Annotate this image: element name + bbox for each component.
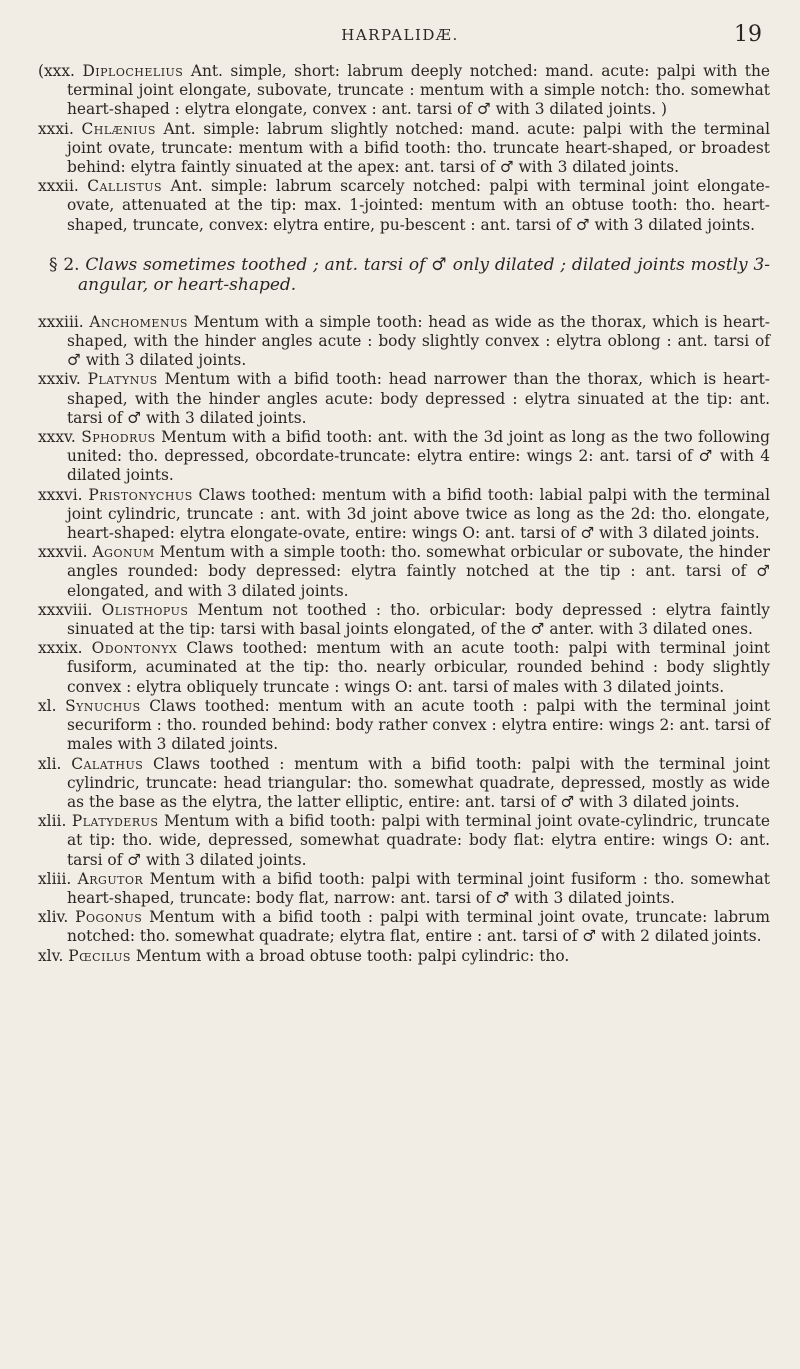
running-head: HARPALIDÆ. xyxy=(341,26,459,44)
entry-number: xlv. xyxy=(38,946,64,965)
genus-name: Platynus xyxy=(87,370,158,389)
genus-name: Diplochelius xyxy=(82,62,184,80)
entry-number: xxxv. xyxy=(38,428,76,447)
entry-number: xxxii. xyxy=(38,177,79,196)
genus-description: Mentum with a simple tooth: head as wide as the thorax, which is heart-shaped, with the hinder angles acute : body slightly convex : elytra oblong : ant. tarsi of ♂ with 3 dilated joints. xyxy=(67,312,770,370)
genus-description: Mentum not toothed : tho. orbicular: body depressed : elytra faintly sinuated at the tip: tarsi with basal joints elongated, of the ♂ anter. with 3 dilated ones. xyxy=(67,600,770,639)
entry-number: xxxix. xyxy=(38,639,83,658)
genus-entry xyxy=(38,697,770,755)
genus-name: Calathus xyxy=(71,754,144,773)
genus-description: Mentum with a bifid tooth: head narrower than the thorax, which is heart-shaped, with the hinder angles acute: body depressed : elytra sinuated at the tip: ant. tarsi of ♂ with 3 dilated joints. xyxy=(67,370,770,427)
page-number: 19 xyxy=(734,22,762,47)
body-text xyxy=(38,62,770,966)
genus-description: Mentum with a bifid tooth: palpi with terminal joint fusiform : tho. somewhat heart-shaped, truncate: body flat, narrow: ant. tarsi of ♂ with 3 dilated joints. xyxy=(67,869,770,907)
genus-description: Claws toothed : mentum with a bifid tooth: palpi with the terminal joint cylindric, truncate: head triangular: tho. somewhat quadrate, depressed, mostly as wide as the base as the elytra, the latter elliptic, entire: ant. tarsi of ♂ with 3 dilated joints. xyxy=(67,754,770,811)
genus-entry xyxy=(38,370,770,428)
genus-entry xyxy=(38,428,770,486)
genus-entry xyxy=(38,177,770,235)
genus-description: Claws toothed: mentum with an acute tooth: palpi with terminal joint fusiform, acuminated at the tip: tho. nearly orbicular, rounded behind : body slightly convex : elytra obliquely truncate : wings O: ant. tarsi of males with 3 dilated joints. xyxy=(67,639,770,696)
genus-entry xyxy=(38,313,770,371)
genus-description: Ant. simple: labrum scarcely notched: palpi with terminal joint elongate-ovate, attenuated at the tip: max. 1-jointed: mentum with an obtuse tooth: tho. heart-shaped, truncate, convex: elytra entire, pu-bescent : ant. tarsi of ♂ with 3 dilated joints. xyxy=(67,177,770,234)
genus-name: Anchomenus xyxy=(89,312,188,331)
genus-entry xyxy=(38,120,770,178)
entry-number: xliii. xyxy=(38,869,72,888)
entry-number: (xxx. xyxy=(38,62,75,80)
genus-entry xyxy=(38,601,770,639)
entry-number: xli. xyxy=(38,754,62,773)
genus-description: Claws toothed: mentum with a bifid tooth: labial palpi with the terminal joint cylindric, truncate : ant. with 3d joint above twice as long as the 2d: tho. elongate, heart-shaped: elytra elongate-ovate, entire: wings O: ant. tarsi of ♂ with 3 dilated joints. xyxy=(67,485,770,543)
entries-group-a xyxy=(38,62,770,235)
genus-name: Argutor xyxy=(77,869,144,888)
entry-number: xliv. xyxy=(38,908,69,927)
genus-description: Mentum with a bifid tooth : palpi with terminal joint ovate, truncate: labrum notched: tho. somewhat quadrate; elytra flat, entire : ant. tarsi of ♂ with 2 dilated joints. xyxy=(67,908,770,946)
entry-number: xxxviii. xyxy=(38,600,93,619)
genus-name: Sphodrus xyxy=(81,428,156,447)
entry-number: xxxiv. xyxy=(38,370,81,389)
genus-name: Chlænius xyxy=(81,119,156,138)
genus-description: Ant. simple, short: labrum deeply notched: mand. acute: palpi with the terminal joint elongate, subovate, truncate : mentum with a simple notch: tho. somewhat heart-shaped : elytra elongate, convex : ant. tarsi of ♂ with 3 dilated joints. ) xyxy=(67,62,770,119)
genus-name: Agonum xyxy=(92,543,155,562)
genus-name: Pristonychus xyxy=(88,485,193,504)
entry-number: xxxvii. xyxy=(38,543,88,562)
genus-entry xyxy=(38,812,770,870)
page-header xyxy=(0,22,800,50)
entry-number: xxxiii. xyxy=(38,312,84,331)
genus-name: Synuchus xyxy=(65,696,141,715)
genus-description: Claws toothed: mentum with an acute tooth : palpi with the terminal joint securiform : tho. rounded behind: body rather convex : elytra entire: wings 2: ant. tarsi of males with 3 dilated joints. xyxy=(67,696,770,754)
section-heading xyxy=(38,255,770,295)
genus-description: Ant. simple: labrum slightly notched: mand. acute: palpi with the terminal joint ovate, truncate: mentum with a bifid tooth: tho. truncate heart-shaped, or broadest behind: elytra faintly sinuated at the apex: ant. tarsi of ♂ with 3 dilated joints. xyxy=(67,119,770,177)
genus-entry xyxy=(38,639,770,697)
genus-description: Mentum with a bifid tooth: palpi with terminal joint ovate-cylindric, truncate at tip: tho. wide, depressed, somewhat quadrate: body flat: elytra entire: wings O: ant. tarsi of ♂ with 3 dilated joints. xyxy=(67,812,770,869)
genus-entry xyxy=(38,486,770,544)
entry-number: xlii. xyxy=(38,812,67,831)
genus-entry xyxy=(38,543,770,601)
genus-entry xyxy=(38,870,770,908)
genus-name: Pogonus xyxy=(75,908,143,927)
genus-description: Mentum with a simple tooth: tho. somewhat orbicular or subovate, the hinder angles rounded: body depressed: elytra faintly notched at the tip : ant. tarsi of ♂ elongated, and with 3 dilated joints. xyxy=(67,543,770,600)
genus-entry xyxy=(38,62,770,120)
genus-name: Odontonyx xyxy=(91,639,178,658)
genus-name: Callistus xyxy=(87,177,163,196)
genus-entry xyxy=(38,947,770,966)
entry-number: xxxvi. xyxy=(38,485,83,504)
genus-description: Mentum with a broad obtuse tooth: palpi cylindric: tho. xyxy=(130,946,570,965)
entries-group-b xyxy=(38,313,770,966)
genus-entry xyxy=(38,908,770,946)
genus-entry xyxy=(38,755,770,813)
section-mark: § 2. xyxy=(49,254,80,275)
genus-name: Platyderus xyxy=(71,812,159,831)
entry-number: xxxi. xyxy=(38,119,74,138)
entry-number: xl. xyxy=(38,696,57,715)
genus-description: Mentum with a bifid tooth: ant. with the 3d joint as long as the two following united: tho. depressed, obcordate-truncate: elytra entire: wings 2: ant. tarsi of ♂ with 4 dilated joints. xyxy=(67,428,770,485)
section-text: Claws sometimes toothed ; ant. tarsi of ♂ only dilated ; dilated joints mostly 3-angular, or heart-shaped. xyxy=(78,254,771,295)
genus-name: Olisthopus xyxy=(101,600,189,619)
genus-name: Pœcilus xyxy=(68,946,131,965)
